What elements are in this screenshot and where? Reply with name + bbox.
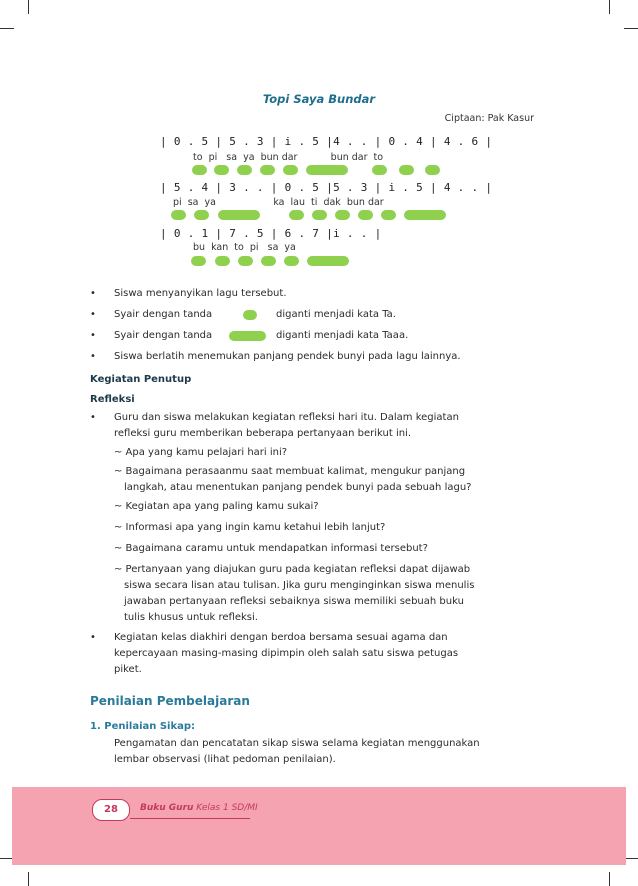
short-note-pill <box>261 256 276 266</box>
paragraph-line: refleksi guru memberikan beberapa pertanyaan berikut ini. <box>114 428 412 439</box>
notation-line-2: | 5 . 4 | 3 . . | 0 . 5 |5 . 3 | i̇ . 5 | 4 . . | <box>160 181 493 194</box>
section-heading: Penilaian Pembelajaran <box>90 694 250 708</box>
question-line: ~ Bagaimana caramu untuk mendapatkan informasi tersebut? <box>114 543 428 554</box>
short-note-pill <box>425 165 440 175</box>
paragraph-line: kepercayaan masing-masing dipimpin oleh salah satu siswa petugas <box>114 648 459 659</box>
bullet-text: Syair dengan tanda <box>114 330 213 341</box>
footer-rule <box>130 818 250 819</box>
question-line: ~ Pertanyaan yang diajukan guru pada kegiatan refleksi dapat dijawab <box>114 564 471 575</box>
short-note-pill <box>372 165 387 175</box>
crop-mark <box>28 872 29 886</box>
bullet-dot: • <box>90 288 96 299</box>
bullet-text: diganti menjadi kata Taaa. <box>276 330 409 341</box>
short-note-pill <box>284 256 299 266</box>
long-note-pill <box>306 165 348 175</box>
short-note-pill <box>238 256 253 266</box>
crop-mark <box>0 28 14 29</box>
bullet-text: diganti menjadi kata Ta. <box>276 309 396 320</box>
paragraph-line: Guru dan siswa melakukan kegiatan refleksi hari itu. Dalam kegiatan <box>114 412 459 423</box>
bullet-text: Siswa berlatih menemukan panjang pendek bunyi pada lagu lainnya. <box>114 351 461 362</box>
crop-mark <box>609 0 610 14</box>
notation-line-1: | 0 . 5 | 5 . 3 | i̇ . 5 |4 . . | 0 . 4 | 4 . 6 | <box>160 135 493 148</box>
short-note-pill <box>192 165 207 175</box>
crop-mark <box>609 872 610 886</box>
long-note-pill <box>307 256 349 266</box>
syllables-line-2: pi sa ya ka lau ti dak bun dar <box>173 197 384 208</box>
short-note-pill <box>312 210 327 220</box>
footer-book-rest: Kelas 1 SD/MI <box>193 803 258 813</box>
syllables-line-1: to pi sa ya bun dar bun dar to <box>193 152 384 163</box>
short-note-pill <box>237 165 252 175</box>
short-note-pill <box>358 210 373 220</box>
bullet-text: Syair dengan tanda <box>114 309 213 320</box>
question-line: siswa secara lisan atau tulisan. Jika guru menginginkan siswa menulis <box>124 580 475 591</box>
question-line: jawaban pertanyaan refleksi sebaiknya siswa memiliki sebuah buku <box>124 596 464 607</box>
question-line: ~ Informasi apa yang ingin kamu ketahui lebih lanjut? <box>114 522 386 533</box>
notation-line-3: | 0 . 1 | 7 . 5 | 6 . 7 |i̇ . . | <box>160 227 382 240</box>
numbered-item-label: 1. Penilaian Sikap: <box>90 721 196 732</box>
short-note-pill <box>283 165 298 175</box>
song-title: Topi Saya Bundar <box>262 92 376 106</box>
bullet-dot: • <box>90 351 96 362</box>
question-line: ~ Bagaimana perasaanmu saat membuat kalimat, mengukur panjang <box>114 466 466 477</box>
long-note-pill <box>218 210 260 220</box>
short-note-pill <box>194 210 209 220</box>
short-note-pill <box>381 210 396 220</box>
footer-book-title <box>140 803 258 813</box>
question-line: ~ Kegiatan apa yang paling kamu sukai? <box>114 501 319 512</box>
short-note-pill <box>399 165 414 175</box>
paragraph-line: piket. <box>114 664 142 675</box>
sub-heading: Refleksi <box>90 394 135 405</box>
footer-book-bold: Buku Guru <box>140 803 194 813</box>
long-note-pill <box>404 210 446 220</box>
bullet-dot: • <box>90 309 96 320</box>
short-note-pill <box>215 256 230 266</box>
page-number: 28 <box>92 799 130 821</box>
paragraph-line: lembar observasi (lihat pedoman penilaian). <box>114 754 336 765</box>
question-line: ~ Apa yang kamu pelajari hari ini? <box>114 447 288 458</box>
short-note-pill <box>191 256 206 266</box>
short-note-pill <box>171 210 186 220</box>
syllables-line-3: bu kan to pi sa ya <box>193 242 296 253</box>
question-line: langkah, atau menentukan panjang pendek bunyi pada sebuah lagu? <box>124 482 472 493</box>
song-credit: Ciptaan: Pak Kasur <box>444 113 534 124</box>
bullet-dot: • <box>90 330 96 341</box>
bullet-dot: • <box>90 632 96 643</box>
paragraph-line: Pengamatan dan pencatatan sikap siswa selama kegiatan menggunakan <box>114 738 480 749</box>
bullet-text: Siswa menyanyikan lagu tersebut. <box>114 288 287 299</box>
question-line: tulis khusus untuk refleksi. <box>124 612 258 623</box>
short-note-pill <box>289 210 304 220</box>
crop-mark <box>624 28 638 29</box>
page-footer <box>12 787 626 865</box>
section-heading: Kegiatan Penutup <box>90 374 192 385</box>
crop-mark <box>624 858 638 859</box>
bullet-dot: • <box>90 412 96 423</box>
short-note-pill <box>243 310 257 320</box>
paragraph-line: Kegiatan kelas diakhiri dengan berdoa bersama sesuai agama dan <box>114 632 448 643</box>
long-note-pill <box>229 331 266 341</box>
short-note-pill <box>335 210 350 220</box>
crop-mark <box>28 0 29 14</box>
short-note-pill <box>260 165 275 175</box>
short-note-pill <box>214 165 229 175</box>
